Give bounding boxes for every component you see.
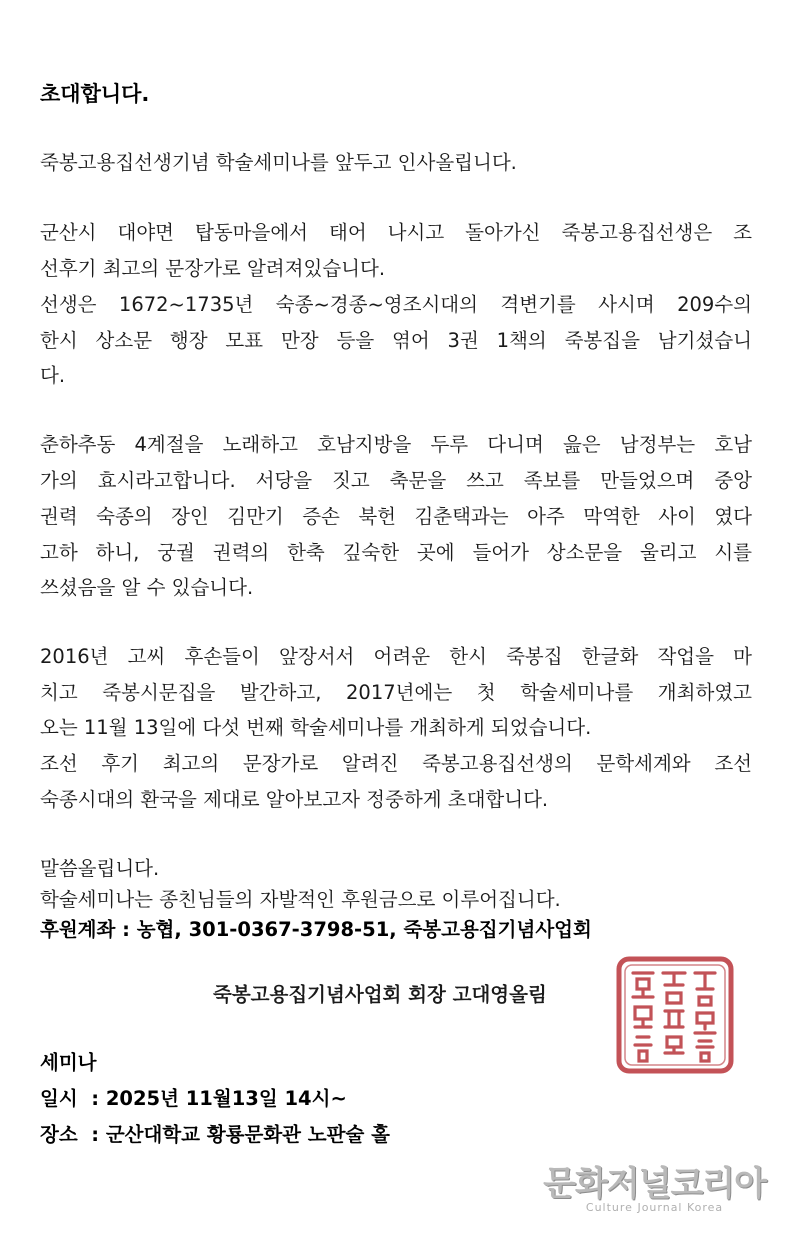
paragraph-3-line-2: 치고 죽봉시문집을 발간하고, 2017년에는 첫 학술세미나를 개최하였고 [40,681,752,704]
paragraph-2-line-2: 가의 효시라고합니다. 서당을 짓고 축문을 쓰고 족보를 만들었으며 중앙 [40,469,752,492]
seminar-date: 일시 : 2025년 11월13일 14시~ [40,1087,347,1110]
paragraph-2-line-3: 권력 숙종의 장인 김만기 증손 북헌 김춘택과는 아주 막역한 사이 였다 [40,505,752,528]
heading: 초대합니다. [40,82,150,106]
donation-account: 후원계좌 : 농협, 301-0367-3798-51, 죽봉고용집기념사업회 [40,918,592,941]
paragraph-3-line-4: 조선 후기 최고의 문장가로 알려진 죽봉고용집선생의 문학세계와 조선 [40,752,752,775]
greeting: 죽봉고용집선생기념 학술세미나를 앞두고 인사올립니다. [40,151,517,174]
paragraph-2-line-4: 고하 하니, 궁궐 권력의 한축 깊숙한 곳에 들어가 상소문을 울리고 시를 [40,541,752,564]
closing-line-1: 말씀올립니다. [40,857,160,880]
paragraph-3-line-5: 숙종시대의 환국을 제대로 알아보고자 정중하게 초대합니다. [40,788,549,811]
seminar-label: 세미나 [40,1051,97,1074]
paragraph-1-line-1: 군산시 대야면 탑동마을에서 태어 나시고 돌아가신 죽봉고용집선생은 조 [40,221,752,244]
paragraph-1-line-4: 한시 상소문 행장 모표 만장 등을 엮어 3권 1책의 죽봉집을 남기셨습니 [40,329,752,352]
seminar-place: 장소 : 군산대학교 황룡문화관 노판술 홀 [40,1123,390,1146]
watermark-logo [543,1166,766,1214]
paragraph-3-line-1: 2016년 고씨 후손들이 앞장서서 어려운 한시 죽봉집 한글화 작업을 마 [40,645,752,668]
paragraph-2-line-5: 쓰셨음을 알 수 있습니다. [40,576,254,599]
signature: 죽봉고용집기념사업회 회장 고대영올림 [213,983,547,1006]
watermark-name: 문화저널코리아 [543,1164,766,1204]
paragraph-2-line-1: 춘하추동 4계절을 노래하고 호남지방을 두루 다니며 읊은 남정부는 호남 [40,433,752,456]
paragraph-3-line-3: 오는 11월 13일에 다섯 번째 학술세미나를 개최하게 되었습니다. [40,716,592,739]
watermark-subtitle: Culture Journal Korea [585,1201,724,1214]
paragraph-1-line-5: 다. [40,364,66,387]
paragraph-1-line-2: 선후기 최고의 문장가로 알려져있습니다. [40,257,386,280]
red-seal-stamp [613,953,737,1077]
closing-line-2: 학술세미나는 종친님들의 자발적인 후원금으로 이루어집니다. [40,888,561,911]
paragraph-1-line-3: 선생은 1672~1735년 숙종~경종~영조시대의 격변기를 사시며 209수의 [40,293,752,316]
